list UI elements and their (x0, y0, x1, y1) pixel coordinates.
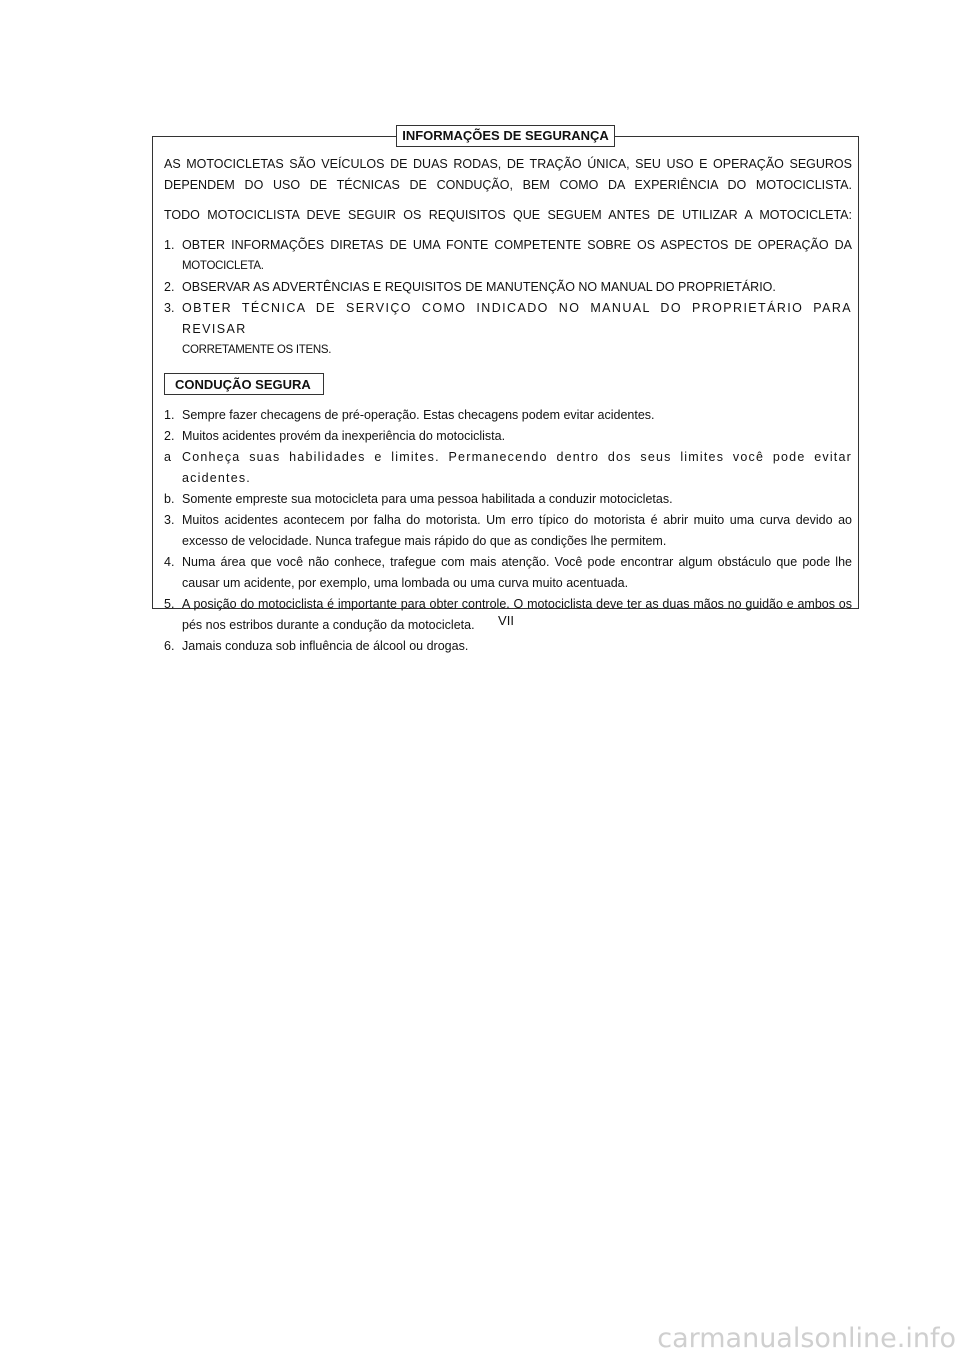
item-number: 1. (164, 408, 175, 422)
section-title: INFORMAÇÕES DE SEGURANÇA (396, 125, 615, 147)
item-line: MOTOCICLETA. (182, 260, 264, 272)
item-text: Sempre fazer checagens de pré-operação. Estas checagens podem evitar acidentes. (182, 408, 655, 422)
list-item (164, 552, 852, 594)
item-line: CORRETAMENTE OS ITENS. (182, 344, 332, 356)
safety-content (164, 154, 852, 657)
list-item (164, 636, 852, 657)
item-text: Jamais conduza sob influência de álcool ou drogas. (182, 639, 469, 653)
item-number: 4. (164, 555, 175, 569)
item-text: Muitos acidentes acontecem por falha do motorista. Um erro típico do motorista é abrir muito uma curva devido ao excesso de velocidade. Nunca trafegue mais rápido do que as condições lhe permitem. (182, 513, 852, 548)
item-text: Conheça suas habilidades e limites. Permanecendo dentro dos seus limites você pode evitar acidentes. (182, 450, 852, 485)
requirements-list (164, 235, 852, 361)
item-line: OBTER TÉCNICA DE SERVIÇO COMO INDICADO NO MANUAL DO PROPRIETÁRIO PARA REVISAR (182, 301, 852, 336)
intro-line-1: AS MOTOCICLETAS SÃO VEÍCULOS DE DUAS RODAS, DE TRAÇÃO ÚNICA, SEU USO E OPERAÇÃO SEGUROS (164, 157, 852, 171)
item-number: a (164, 450, 171, 464)
item-number: b. (164, 492, 175, 506)
subsection-title: CONDUÇÃO SEGURA (164, 373, 324, 395)
list-item (164, 405, 852, 426)
item-number: 2. (164, 429, 175, 443)
watermark: carmanualsonline.info (657, 1323, 956, 1354)
list-item (164, 510, 852, 552)
list-item (164, 235, 852, 277)
requirement-lead: TODO MOTOCICLISTA DEVE SEGUIR OS REQUISITOS QUE SEGUEM ANTES DE UTILIZAR A MOTOCICLETA: (164, 208, 852, 222)
item-line: OBTER INFORMAÇÕES DIRETAS DE UMA FONTE COMPETENTE SOBRE OS ASPECTOS DE OPERAÇÃO DA (182, 238, 852, 252)
item-number: 2. (164, 280, 175, 294)
list-item (164, 489, 852, 510)
list-item (164, 447, 852, 489)
item-text: Muitos acidentes provém da inexperiência do motociclista. (182, 429, 506, 443)
item-number: 5. (164, 597, 175, 611)
item-number: 3. (164, 301, 175, 315)
item-text: Somente empreste sua motocicleta para uma pessoa habilitada a conduzir motocicletas. (182, 492, 673, 506)
item-text (182, 298, 852, 361)
list-item (164, 298, 852, 361)
item-text (182, 235, 852, 277)
list-item (164, 426, 852, 447)
item-text: OBSERVAR AS ADVERTÊNCIAS E REQUISITOS DE MANUTENÇÃO NO MANUAL DO PROPRIETÁRIO. (182, 280, 776, 294)
item-number: 6. (164, 639, 175, 653)
item-number: 3. (164, 513, 175, 527)
list-item (164, 277, 852, 298)
item-text: Numa área que você não conhece, trafegue com mais atenção. Você pode encontrar algum obstáculo que pode lhe causar um acidente, por exemplo, uma lombada ou uma curva muito acentuada. (182, 555, 852, 590)
page-number: VII (498, 613, 514, 628)
item-text: A posição do motociclista é importante para obter controle. O motociclista deve ter as duas mãos no guidão e ambos os pés nos estribos durante a condução da motocicleta. (182, 597, 852, 632)
intro-line-2: DEPENDEM DO USO DE TÉCNICAS DE CONDUÇÃO, BEM COMO DA EXPERIÊNCIA DO MOTOCICLISTA. (164, 178, 852, 192)
item-number: 1. (164, 238, 175, 252)
